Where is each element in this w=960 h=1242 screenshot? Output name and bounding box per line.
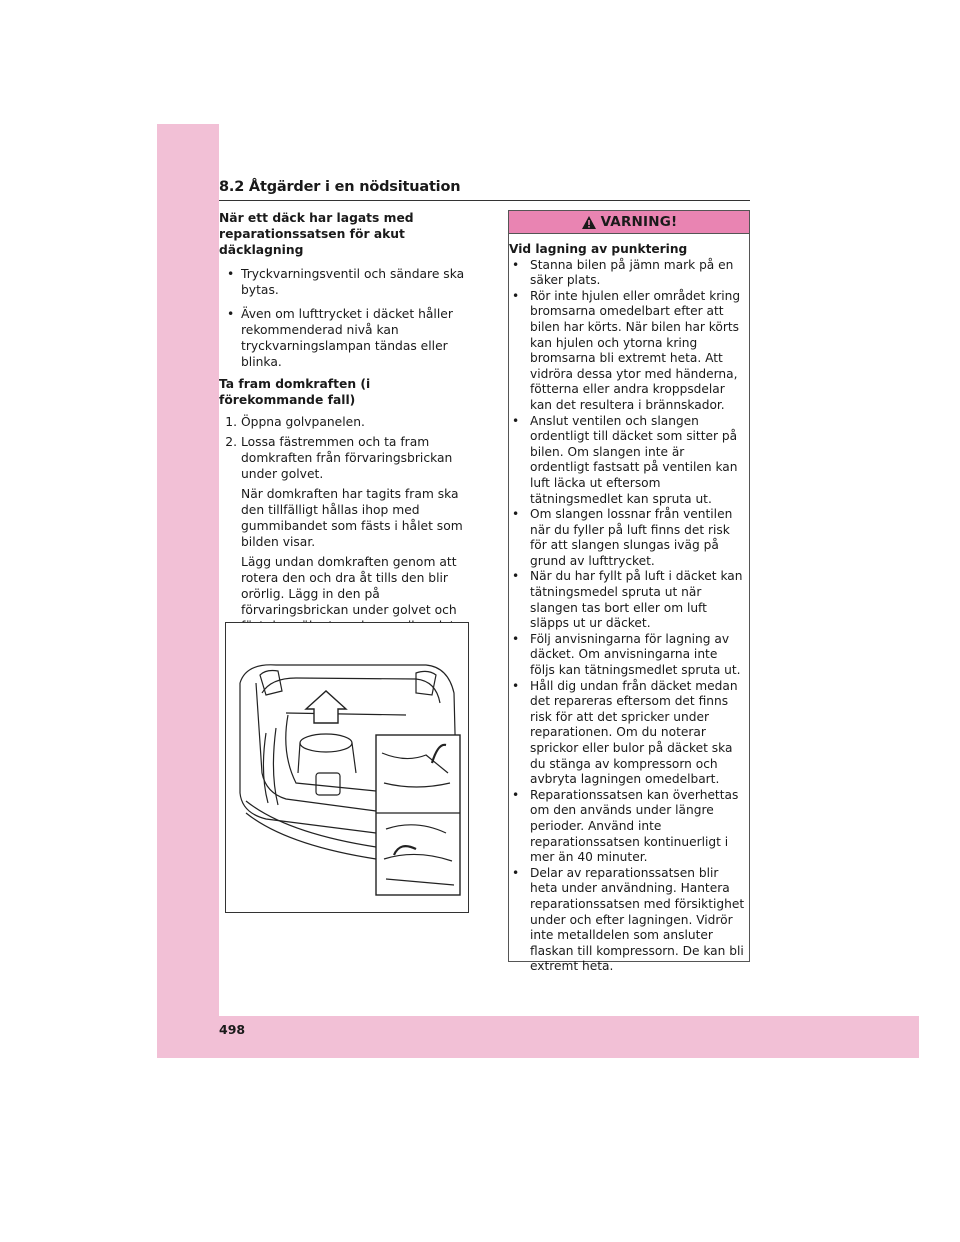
page-bottom-band: [219, 1016, 919, 1058]
warning-item: • Rör inte hjulen eller området kring bromsarna omedelbart efter att bilen har körts. När bilen har körts kan hjulen och ytorna kring bromsarna bli extremt heta. Att vidröra dessa ytor med händerna, fötterna eller andra kroppsdelar kan det resultera i brännskador.: [509, 289, 749, 414]
warning-body: [509, 234, 749, 975]
warning-triangle-icon: [581, 215, 597, 230]
step-paragraph: När domkraften har tagits fram ska den tillfälligt hållas ihop med gummibandet som fästs i hålet som bilden visar.: [241, 487, 463, 549]
warning-item: • Håll dig undan från däcket medan det repareras eftersom det finns risk för att det spricker under reparationen. Om du noterar sprickor eller bulor på däcket ska du stänga av kompressorn och avbryta lagningen omedelbart.: [509, 679, 749, 788]
step-text: Öppna golvpanelen.: [241, 415, 365, 429]
warning-item: • Följ anvisningarna för lagning av däcket. Om anvisningarna inte följs kan tätningsmedlet spruta ut.: [509, 632, 749, 679]
warning-item: • Anslut ventilen och slangen ordentligt till däcket som sitter på bilen. Om slangen inte är ordentligt fastsatt på ventilen kan luft läcka ut eftersom tätningsmedlet kan spruta ut.: [509, 414, 749, 508]
warning-subheading: Vid lagning av punktering: [509, 242, 688, 256]
warning-item: • När du har fyllt på luft i däcket kan tätningsmedel spruta ut när slangen tas bort eller om luft släpps ut ur däcket.: [509, 569, 749, 631]
list-item: • Även om lufttrycket i däcket håller rekommenderad nivå kan tryckvarningslampan tändas eller blinka.: [219, 306, 467, 370]
warning-title: VARNING!: [600, 214, 678, 230]
step-item: [219, 434, 467, 482]
left-column: [219, 210, 467, 634]
step-number: 1.: [225, 415, 237, 429]
warning-item: • Delar av reparationssatsen blir heta under användning. Hantera reparationssatsen med försiktighet under och efter lagningen. Vidrör inte metalldelen som ansluter flaskan till kompressorn. De kan bli extremt heta.: [509, 866, 749, 975]
step-item: [219, 414, 467, 430]
warning-item: • Om slangen lossnar från ventilen när du fyller på luft finns det risk för att slangen slungas iväg på grund av lufttrycket.: [509, 507, 749, 569]
page-number: 498: [219, 1022, 246, 1037]
list-item: • Tryckvarningsventil och sändare ska bytas.: [219, 266, 467, 298]
section-header: [219, 176, 750, 201]
warning-header: [509, 211, 749, 234]
trunk-illustration-svg: [226, 623, 468, 912]
warning-item: • Stanna bilen på jämn mark på en säker plats.: [509, 258, 749, 289]
heading-jack: Ta fram domkraften (i förekommande fall): [219, 377, 371, 407]
step-text: Lossa fästremmen och ta fram domkraften från förvaringsbrickan under golvet.: [241, 435, 453, 481]
jack-illustration: [225, 622, 469, 913]
step-paragraph: Lägg undan domkraften genom att rotera den och dra åt tills den blir orörlig. Lägg in den på förvaringsbrickan under golvet och: [241, 555, 457, 617]
heading-after-repair: När ett däck har lagats med reparationssatsen för akut däcklagning: [219, 211, 414, 257]
warning-item: • Reparationssatsen kan överhettas om den används under längre perioder. Använd inte reparationssatsen kontinuerligt i mer än 40 minuter.: [509, 788, 749, 866]
step-number: 2.: [225, 435, 237, 449]
section-title: 8.2 Åtgärder i en nödsituation: [219, 179, 461, 195]
warning-box: [508, 210, 750, 974]
